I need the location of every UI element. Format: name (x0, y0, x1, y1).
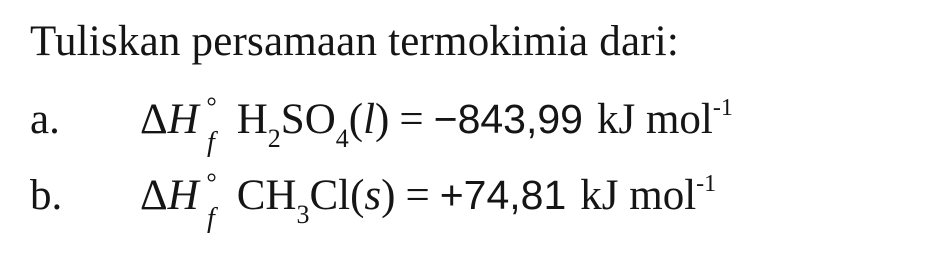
phase-symbol: s (364, 172, 382, 219)
unit-exponent-b: -1 (696, 171, 717, 197)
unit-exponent-a: -1 (712, 95, 733, 121)
item-marker-b: b. (30, 172, 63, 219)
formation-subscript: f (206, 203, 215, 234)
enthalpy-value-a: −843,99 (433, 96, 583, 142)
list-item-b (30, 168, 930, 238)
h-symbol: H (167, 172, 199, 219)
compound-part: CH (236, 172, 297, 219)
h-symbol: H (167, 96, 199, 143)
compound-part: ) (381, 172, 396, 219)
degree-symbol: ° (206, 92, 217, 121)
unit-a: kJ mol (596, 96, 713, 143)
formation-subscript: f (206, 127, 215, 158)
list-item-a (30, 92, 930, 162)
enthalpy-symbol-a (140, 92, 223, 158)
unit-b: kJ mol (580, 172, 697, 219)
degree-symbol: ° (206, 168, 217, 197)
phase-symbol: l (363, 96, 376, 143)
formula-b (140, 168, 717, 234)
compound-part: H (236, 96, 268, 143)
compound-subscript: 3 (296, 200, 310, 229)
enthalpy-value-b: +74,81 (439, 172, 567, 218)
equals-sign: = (399, 96, 424, 143)
formula-a (140, 92, 733, 158)
compound-part: ( (348, 96, 364, 143)
compound-part: SO (280, 96, 336, 143)
enthalpy-symbol-b (140, 168, 223, 234)
compound-subscript: 4 (335, 124, 349, 153)
compound-part: Cl( (309, 172, 365, 219)
delta-symbol: Δ (140, 96, 168, 143)
delta-symbol: Δ (140, 172, 168, 219)
question-title: Tuliskan persamaan termokimia dari: (30, 18, 680, 65)
compound-part: ) (375, 96, 390, 143)
compound-subscript: 2 (267, 124, 281, 153)
compound-b (236, 172, 396, 229)
equals-sign: = (405, 172, 430, 219)
item-marker-a: a. (30, 96, 60, 143)
compound-a (236, 96, 390, 153)
